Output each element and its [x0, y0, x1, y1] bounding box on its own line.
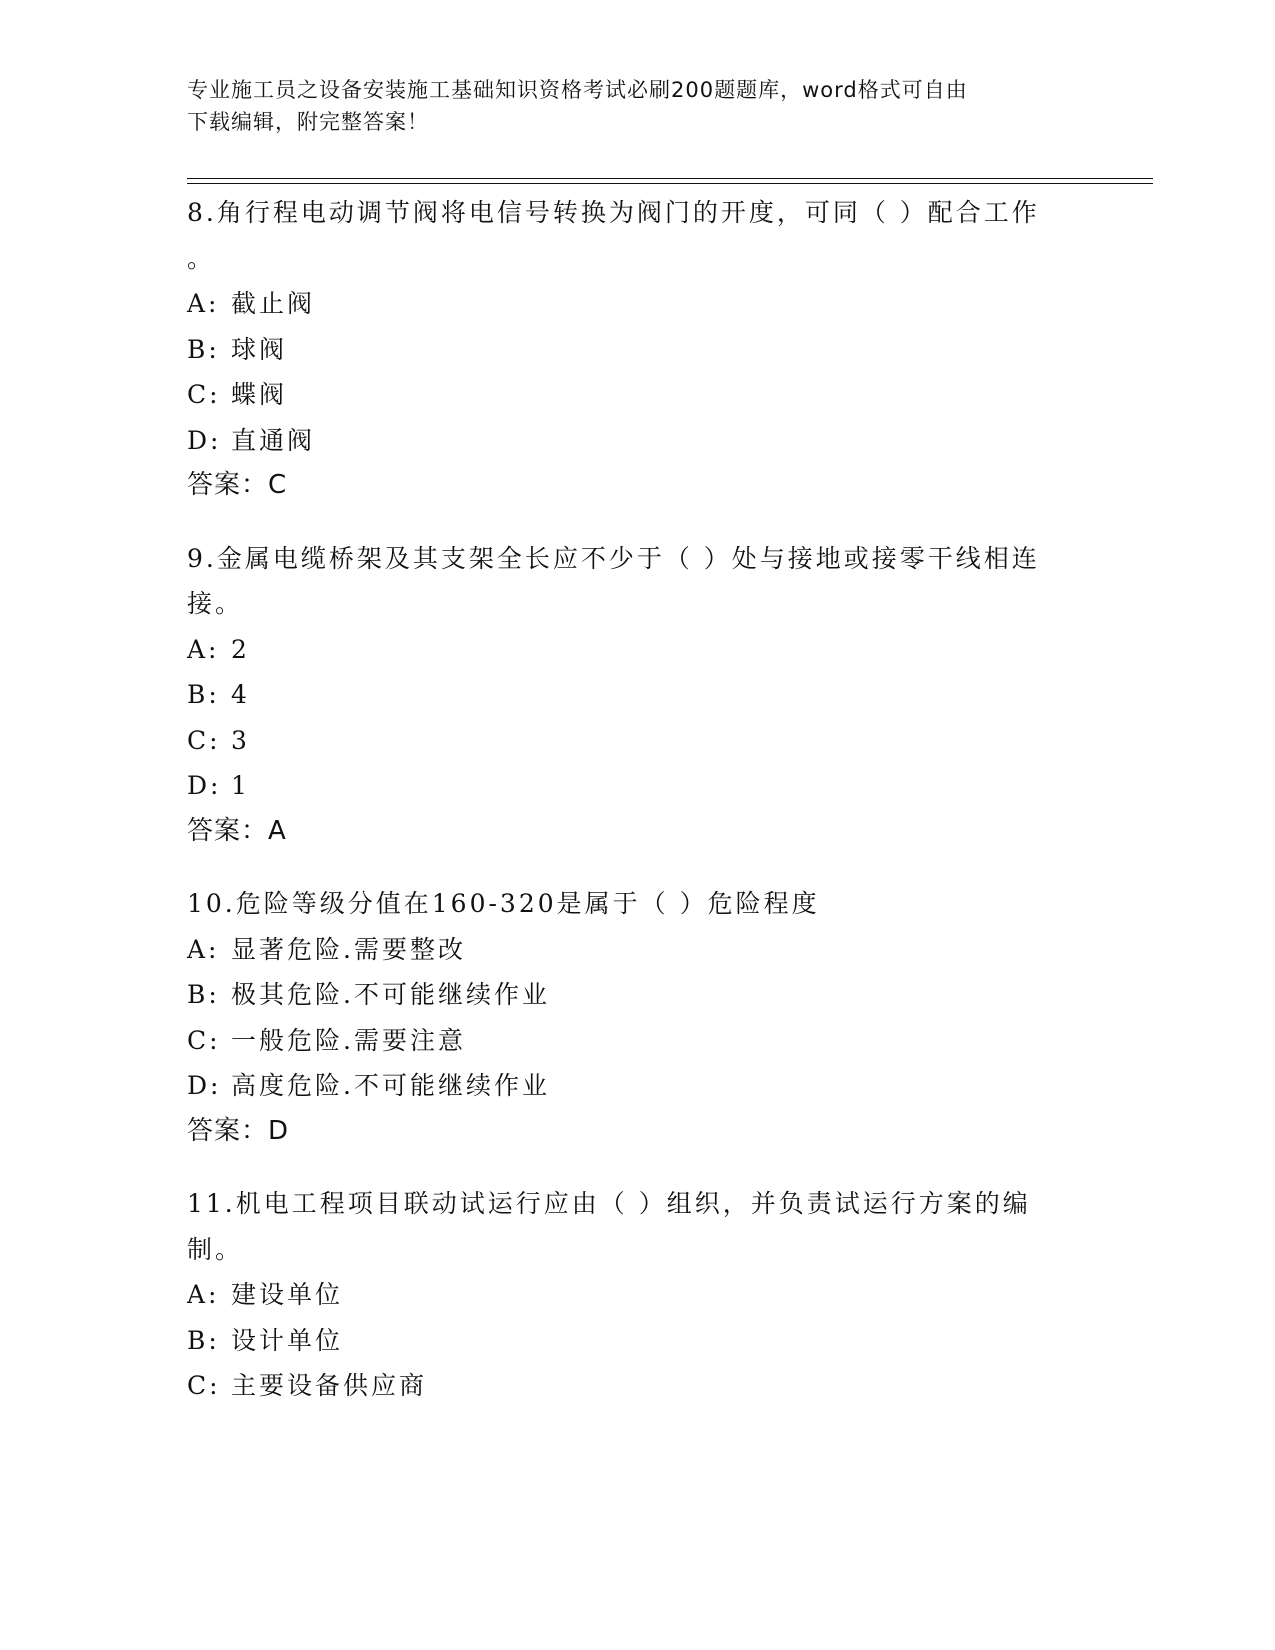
question-stem: 11.机电工程项目联动试运行应由（ ）组织，并负责试运行方案的编 [187, 1189, 1031, 1218]
question-11 [187, 1181, 1087, 1409]
option-letter: C: [187, 725, 221, 755]
option-letter: C: [187, 380, 221, 409]
header-divider-bottom [187, 183, 1153, 184]
option-letter: B: [187, 1325, 220, 1355]
option-a [187, 927, 1087, 973]
option-letter: D: [187, 1071, 222, 1100]
option-a [187, 281, 1087, 327]
option-text: 1 [231, 771, 250, 800]
option-letter: A: [187, 289, 220, 318]
option-text: 球阀 [231, 334, 288, 364]
header-divider-top [187, 178, 1153, 179]
option-c [187, 1363, 1087, 1409]
question-stem: 10.危险等级分值在160-320是属于（ ）危险程度 [187, 889, 820, 918]
option-text: 极其危险.不可能继续作业 [231, 980, 550, 1009]
question-8 [187, 190, 1087, 509]
question-stem: 8.角行程电动调节阀将电信号转换为阀门的开度，可同（ ）配合工作 [187, 198, 1040, 227]
option-text: 2 [231, 634, 250, 664]
option-c [187, 372, 1087, 418]
option-text: 显著危险.需要整改 [231, 934, 466, 964]
option-c [187, 718, 1087, 764]
header-line-1: 专业施工员之设备安装施工基础知识资格考试必刷200题题库，word格式可自由 [187, 78, 968, 102]
option-d [187, 763, 1087, 809]
option-b [187, 672, 1087, 718]
option-d [187, 418, 1087, 464]
option-text: 主要设备供应商 [231, 1371, 428, 1400]
question-stem-continued: 制。 [187, 1234, 244, 1264]
question-10 [187, 881, 1087, 1154]
option-b [187, 327, 1087, 373]
option-letter: D: [187, 771, 222, 800]
option-letter: A: [187, 634, 220, 664]
question-stem-continued: 接。 [187, 589, 244, 618]
question-stem: 9.金属电缆桥架及其支架全长应不少于（ ）处与接地或接零干线相连 [187, 543, 1040, 573]
option-text: 一般危险.需要注意 [231, 1025, 466, 1055]
option-d [187, 1063, 1087, 1109]
question-stem-continued: 。 [187, 243, 216, 273]
option-b [187, 972, 1087, 1018]
option-letter: D: [187, 425, 222, 455]
answer-line: 答案：A [187, 815, 287, 846]
answer-line: 答案：D [187, 1115, 290, 1146]
option-text: 直通阀 [231, 425, 316, 455]
question-9 [187, 536, 1087, 855]
option-text: 蝶阀 [231, 380, 288, 409]
option-letter: B: [187, 680, 220, 709]
question-list [187, 190, 1087, 1436]
option-text: 设计单位 [231, 1325, 344, 1355]
option-a [187, 627, 1087, 673]
option-text: 4 [231, 680, 250, 709]
option-letter: C: [187, 1371, 221, 1400]
document-header [187, 74, 1067, 138]
option-text: 建设单位 [231, 1280, 344, 1309]
option-text: 3 [231, 725, 250, 755]
option-letter: A: [187, 934, 220, 964]
option-letter: A: [187, 1280, 220, 1309]
option-letter: B: [187, 334, 220, 364]
option-a [187, 1272, 1087, 1318]
option-text: 截止阀 [231, 289, 316, 318]
option-b [187, 1318, 1087, 1364]
header-line-2: 下载编辑，附完整答案！ [187, 110, 429, 134]
option-letter: B: [187, 980, 220, 1009]
option-c [187, 1018, 1087, 1064]
option-text: 高度危险.不可能继续作业 [231, 1071, 550, 1100]
option-letter: C: [187, 1025, 221, 1055]
answer-line: 答案：C [187, 470, 288, 500]
